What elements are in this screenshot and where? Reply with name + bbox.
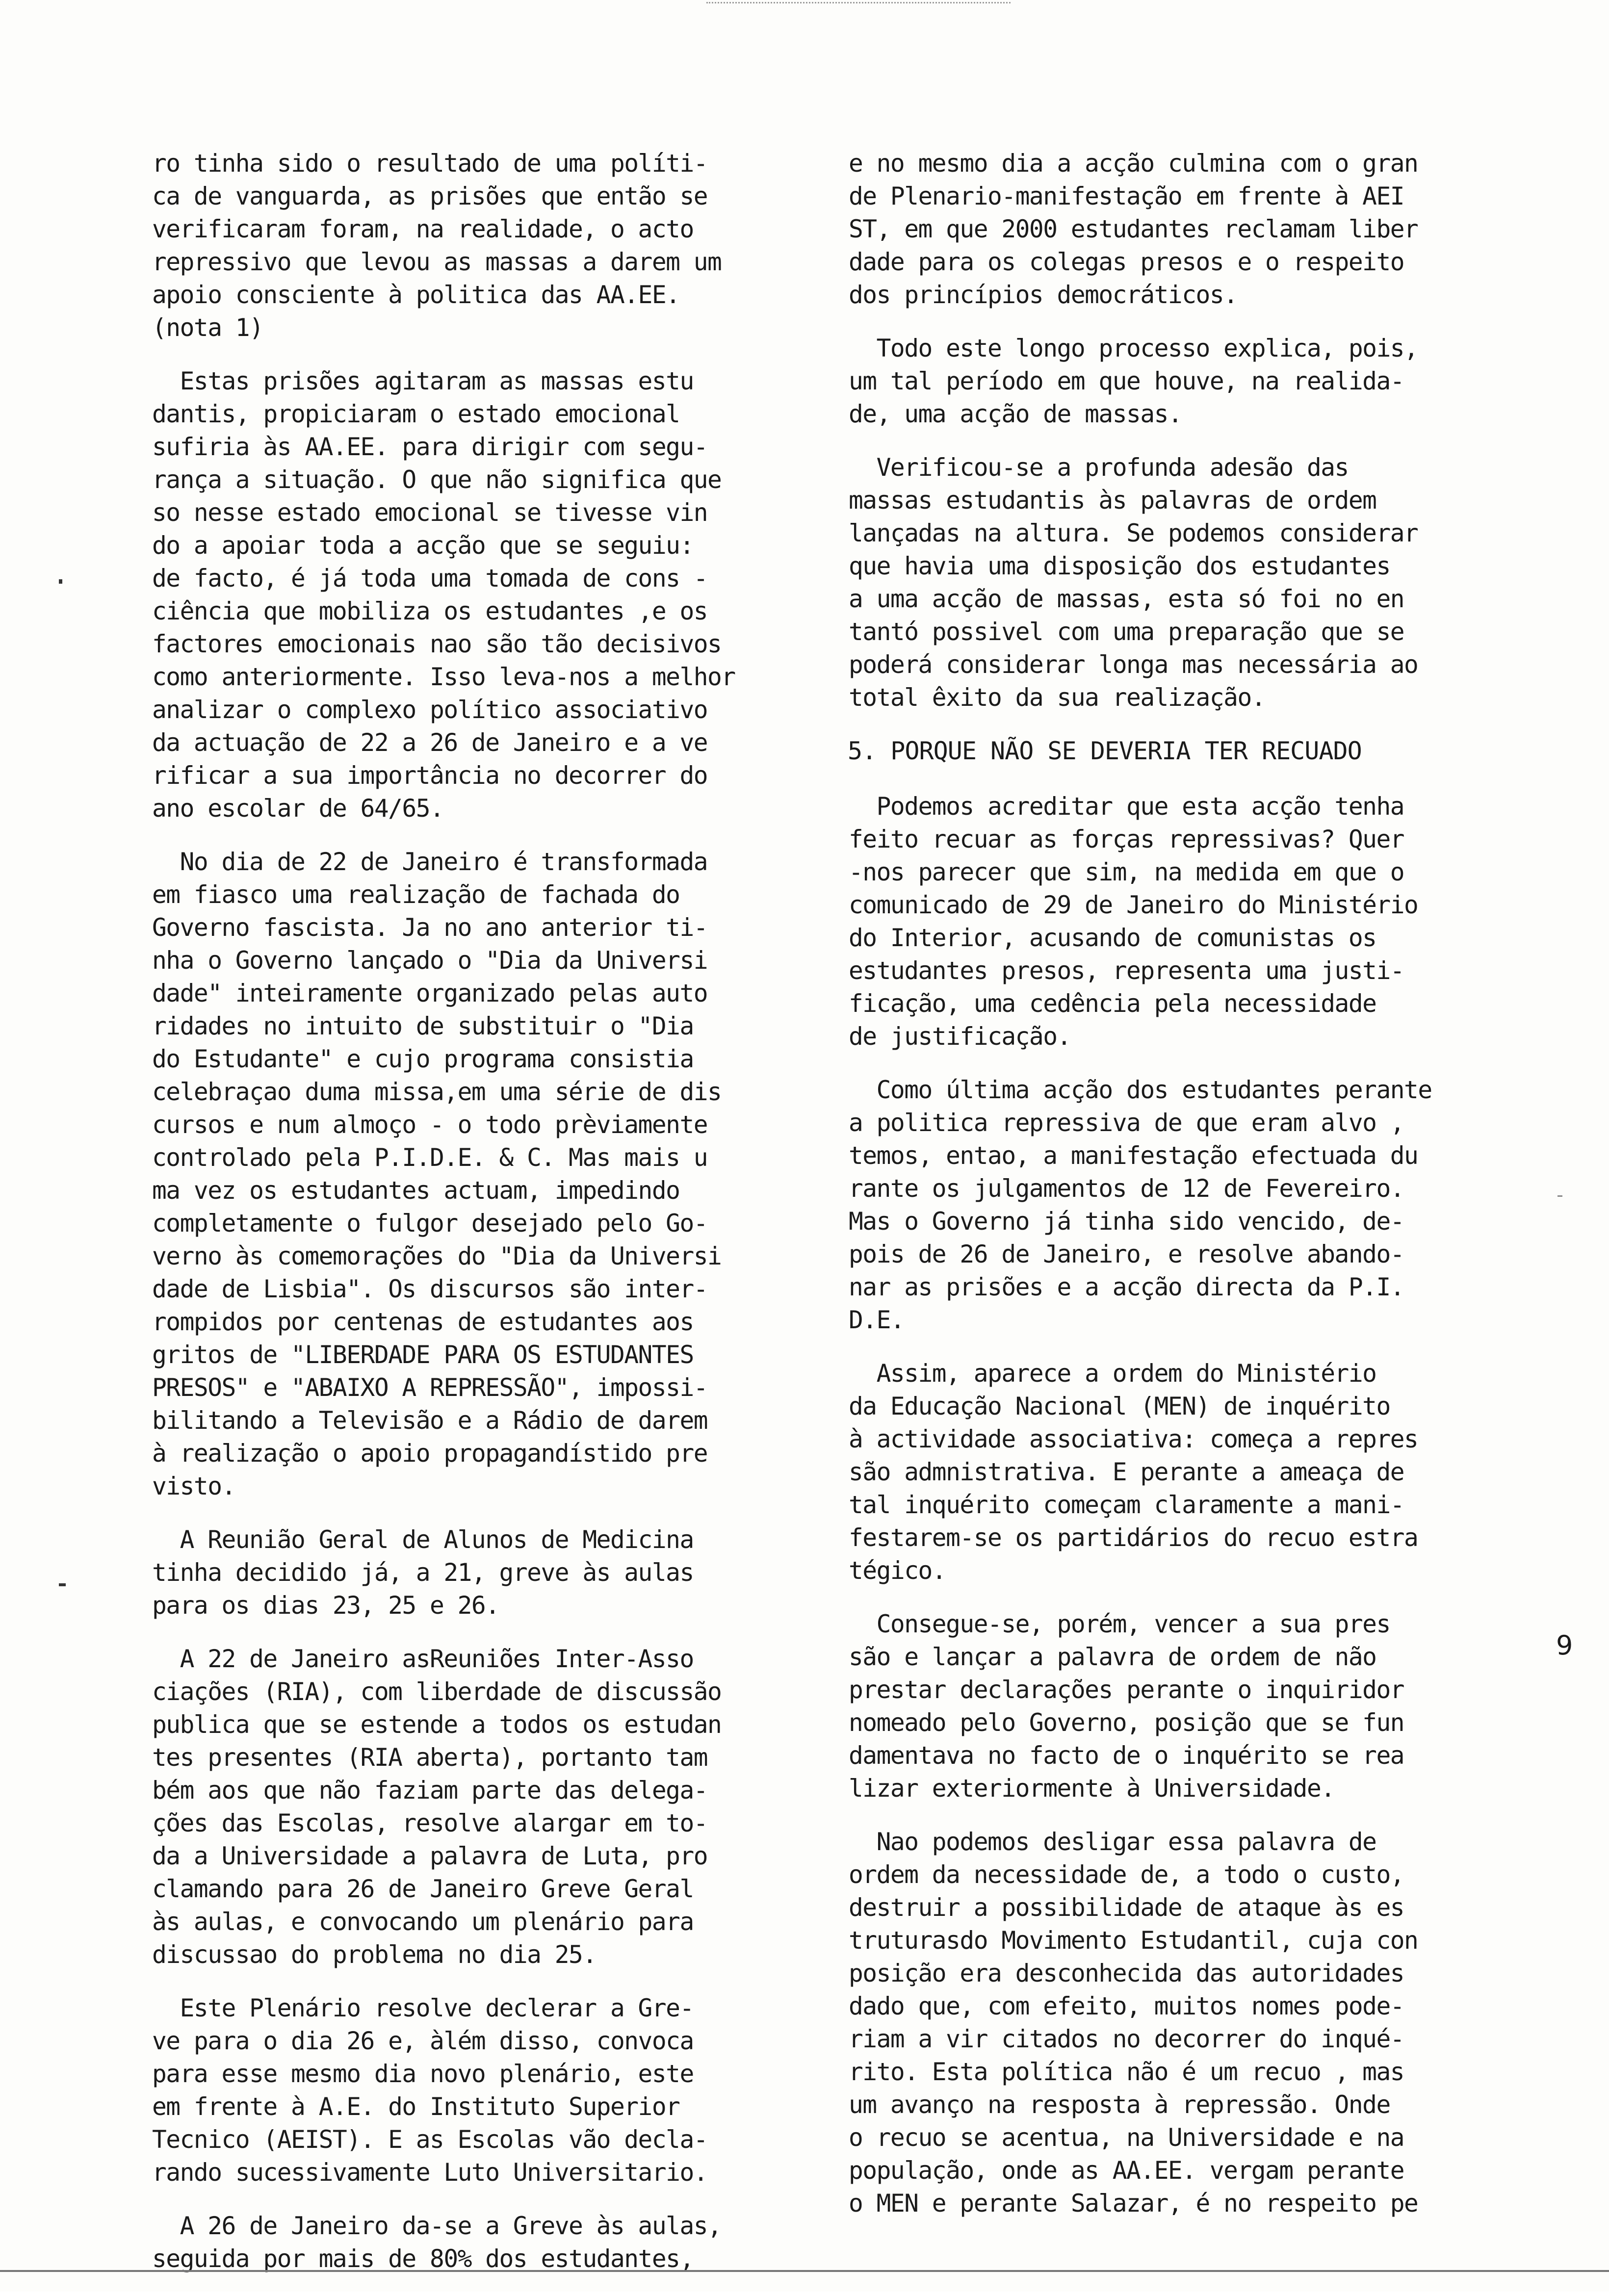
text-line: ridades no intuito de substituir o "Dia: [152, 1012, 694, 1040]
text-line: PRESOS" e "ABAIXO A REPRESSÃO", impossi-: [152, 1373, 708, 1402]
left-column: [152, 147, 790, 2296]
text-line: -nos parecer que sim, na medida em que o: [849, 858, 1404, 886]
text-line: damentava no facto de o inquérito se rea: [849, 1741, 1404, 1770]
text-line: do Interior, acusando de comunistas os: [849, 924, 1376, 952]
text-line: em frente à A.E. do Instituto Superior: [152, 2092, 680, 2121]
paragraph: [152, 147, 790, 344]
text-line: completamente o fulgor desejado pelo Go-: [152, 1209, 708, 1238]
text-line: um tal período em que houve, na realida-: [849, 367, 1404, 395]
margin-mark: [59, 579, 62, 584]
text-line: rito. Esta política não é um recuo , mas: [849, 2058, 1404, 2086]
text-line: são e lançar a palavra de ordem de não: [849, 1643, 1376, 1671]
margin-mark: [59, 1583, 66, 1586]
text-line: são admnistrativa. E perante a ameaça de: [849, 1458, 1404, 1486]
text-line: A Reunião Geral de Alunos de Medicina: [152, 1525, 694, 1554]
text-line: clamando para 26 de Janeiro Greve Geral: [152, 1875, 694, 1903]
text-line: seguida por mais de 80% dos estudantes,: [152, 2244, 694, 2273]
text-line: A 26 de Janeiro da-se a Greve às aulas,: [152, 2212, 722, 2240]
text-line: ficação, uma cedência pela necessidade: [849, 989, 1376, 1018]
text-line: gritos de "LIBERDADE PARA OS ESTUDANTES: [152, 1341, 694, 1369]
text-line: No dia de 22 de Janeiro é transformada: [152, 848, 708, 876]
text-line: controlado pela P.I.D.E. & C. Mas mais u: [152, 1143, 708, 1172]
text-line: dade para os colegas presos e o respeito: [849, 248, 1404, 276]
text-line: visto.: [152, 1472, 235, 1500]
text-line: que havia uma disposição dos estudantes: [849, 552, 1390, 580]
text-line: às aulas, e convocando um plenário para: [152, 1908, 694, 1936]
text-line: discussao do problema no dia 25.: [152, 1940, 597, 1969]
paragraph: [849, 1826, 1535, 2220]
text-line: truturasdo Movimento Estudantil, cuja con: [849, 1926, 1418, 1955]
text-line: do Estudante" e cujo programa consistia: [152, 1045, 694, 1073]
text-line: população, onde as AA.EE. vergam perante: [849, 2156, 1404, 2185]
text-line: lizar exteriormente à Universidade.: [849, 1774, 1335, 1803]
text-line: massas estudantis às palavras de ordem: [849, 486, 1376, 515]
text-line: analizar o complexo político associativo: [152, 696, 708, 724]
paragraph: [849, 1608, 1535, 1805]
text-line: total êxito da sua realização.: [849, 683, 1266, 712]
text-line: ordem da necessidade de, a todo o custo,: [849, 1860, 1404, 1889]
text-line: A 22 de Janeiro asReuniões Inter-Asso: [152, 1645, 694, 1673]
text-line: a uma acção de massas, esta só foi no en: [849, 585, 1404, 613]
text-line: tes presentes (RIA aberta), portanto tam: [152, 1743, 708, 1772]
text-line: de facto, é já toda uma tomada de cons -: [152, 564, 708, 593]
text-line: o recuo se acentua, na Universidade e na: [849, 2123, 1404, 2152]
text-line: ano escolar de 64/65.: [152, 794, 444, 823]
paragraph: [152, 1643, 790, 1971]
text-line: Como última acção dos estudantes perante: [849, 1076, 1432, 1104]
paragraph: [849, 1357, 1535, 1587]
text-line: feito recuar as forças repressivas? Quer: [849, 825, 1404, 853]
text-line: de, uma acção de massas.: [849, 400, 1182, 428]
text-line: como anteriormente. Isso leva-nos a melhor: [152, 663, 735, 691]
margin-mark: [1557, 1195, 1562, 1197]
text-line: tinha decidido já, a 21, greve às aulas: [152, 1558, 694, 1587]
text-line: dade" inteiramente organizado pelas auto: [152, 979, 708, 1007]
text-line: para os dias 23, 25 e 26.: [152, 1591, 499, 1620]
paragraph: [152, 365, 790, 825]
text-line: Governo fascista. Ja no ano anterior ti-: [152, 913, 708, 942]
text-line: do a apoiar toda a acção que se seguiu:: [152, 531, 694, 560]
text-line: Podemos acreditar que esta acção tenha: [849, 792, 1404, 821]
text-line: rificar a sua importância no decorrer do: [152, 761, 708, 790]
text-line: à realização o apoio propagandístido pre: [152, 1439, 708, 1468]
text-line: lançadas na altura. Se podemos considerar: [849, 519, 1418, 547]
right-column-upper: [849, 147, 1535, 714]
text-line: ções das Escolas, resolve alargar em to-: [152, 1809, 708, 1837]
text-line: da a Universidade a palavra de Luta, pro: [152, 1842, 708, 1870]
text-line: ve para o dia 26 e, àlém disso, convoca: [152, 2027, 694, 2055]
text-line: à actividade associativa: começa a repres: [849, 1425, 1418, 1453]
text-line: ST, em que 2000 estudantes reclamam liber: [849, 215, 1418, 243]
paragraph: [849, 332, 1535, 431]
text-line: dantis, propiciaram o estado emocional: [152, 400, 680, 428]
text-line: nar as prisões e a acção directa da P.I.: [849, 1273, 1404, 1301]
text-line: publica que se estende a todos os estudan: [152, 1710, 722, 1739]
text-line: rante os julgamentos de 12 de Fevereiro.: [849, 1174, 1404, 1203]
text-line: destruir a possibilidade de ataque às es: [849, 1893, 1404, 1922]
text-line: da actuação de 22 a 26 de Janeiro e a ve: [152, 728, 708, 757]
text-line: Assim, aparece a ordem do Ministério: [849, 1359, 1376, 1388]
text-line: rança a situação. O que não significa que: [152, 465, 722, 494]
text-line: D.E.: [849, 1306, 905, 1334]
text-line: dado que, com efeito, muitos nomes pode-: [849, 1992, 1404, 2020]
text-line: pois de 26 de Janeiro, e resolve abando-: [849, 1240, 1404, 1268]
text-line: riam a vir citados no decorrer do inqué-: [849, 2025, 1404, 2053]
text-line: repressivo que levou as massas a darem um: [152, 248, 722, 276]
text-line: dade de Lisbia". Os discursos são inter-: [152, 1275, 708, 1303]
text-line: Todo este longo processo explica, pois,: [849, 334, 1418, 362]
text-line: bilitando a Televisão e a Rádio de darem: [152, 1406, 708, 1435]
text-line: celebraçao duma missa,em uma série de dis: [152, 1078, 722, 1106]
text-line: nomeado pelo Governo, posição que se fun: [849, 1708, 1404, 1737]
paragraph: [152, 2210, 790, 2275]
text-line: ma vez os estudantes actuam, impedindo: [152, 1176, 680, 1205]
top-edge-mark: [706, 2, 1011, 3]
text-line: tantó possivel com uma preparação que se: [849, 618, 1404, 646]
text-line: Este Plenário resolve declerar a Gre-: [152, 1994, 694, 2022]
text-line: Verificou-se a profunda adesão das: [849, 453, 1349, 482]
right-column: [849, 147, 1535, 2241]
text-line: prestar declarações perante o inquiridor: [849, 1676, 1404, 1704]
text-line: tal inquérito começam claramente a mani-: [849, 1491, 1404, 1519]
text-line: de justificação.: [849, 1022, 1071, 1051]
text-line: festarem-se os partidários do recuo estra: [849, 1523, 1418, 1552]
text-line: temos, entao, a manifestação efectuada du: [849, 1141, 1418, 1170]
text-line: da Educação Nacional (MEN) de inquérito: [849, 1392, 1390, 1420]
right-column-lower: [849, 790, 1535, 2220]
text-line: ciações (RIA), com liberdade de discussão: [152, 1677, 722, 1706]
text-line: ca de vanguarda, as prisões que então se: [152, 182, 708, 210]
paragraph: [849, 790, 1535, 1053]
text-line: sufiria às AA.EE. para dirigir com segu-: [152, 433, 708, 461]
text-line: Estas prisões agitaram as massas estu: [152, 367, 694, 395]
text-line: nha o Governo lançado o "Dia da Universi: [152, 946, 708, 975]
bottom-edge-rule: [0, 2270, 1609, 2272]
text-line: cursos e num almoço - o todo prèviamente: [152, 1110, 708, 1139]
paragraph: [152, 1992, 790, 2189]
page-number: 9: [1556, 1630, 1573, 1661]
text-line: para esse mesmo dia novo plenário, este: [152, 2060, 694, 2088]
text-line: o MEN e perante Salazar, é no respeito pe: [849, 2189, 1418, 2218]
text-line: tégico.: [849, 1556, 946, 1585]
text-line: bém aos que não faziam parte das delega-: [152, 1776, 708, 1805]
paragraph: [849, 1074, 1535, 1337]
text-line: comunicado de 29 de Janeiro do Ministério: [849, 891, 1418, 919]
text-line: ro tinha sido o resultado de uma políti-: [152, 149, 708, 178]
text-line: Nao podemos desligar essa palavra de: [849, 1828, 1376, 1856]
text-line: de Plenario-manifestação em frente à AEI: [849, 182, 1404, 210]
text-line: em fiasco uma realização de fachada do: [152, 880, 680, 909]
paragraph: [849, 451, 1535, 714]
text-line: so nesse estado emocional se tivesse vin: [152, 498, 708, 527]
paragraph: [152, 1523, 790, 1622]
text-line: Consegue-se, porém, vencer a sua pres: [849, 1610, 1390, 1638]
text-line: Mas o Governo já tinha sido vencido, de-: [849, 1207, 1404, 1236]
text-line: Tecnico (AEIST). E as Escolas vão decla-: [152, 2125, 708, 2154]
text-line: dos princípios democráticos.: [849, 281, 1238, 309]
text-line: estudantes presos, representa uma justi-: [849, 956, 1404, 985]
text-line: poderá considerar longa mas necessária ao: [849, 650, 1418, 679]
text-line: rando sucessivamente Luto Universitario.: [152, 2158, 708, 2187]
text-line: factores emocionais nao são tão decisivos: [152, 630, 722, 658]
paragraph: [849, 147, 1535, 311]
text-line: (nota 1): [152, 313, 263, 342]
text-line: um avanço na resposta à repressão. Onde: [849, 2090, 1390, 2119]
text-line: ciência que mobiliza os estudantes ,e os: [152, 597, 708, 625]
text-line: apoio consciente à politica das AA.EE.: [152, 281, 680, 309]
paragraph: [152, 846, 790, 1503]
text-line: e no mesmo dia a acção culmina com o gran: [849, 149, 1418, 178]
section-heading: 5. PORQUE NÃO SE DEVERIA TER RECUADO: [848, 737, 1362, 765]
text-line: verificaram foram, na realidade, o acto: [152, 215, 694, 243]
text-line: posição era desconhecida das autoridades: [849, 1959, 1404, 1987]
text-line: a politica repressiva de que eram alvo ,: [849, 1109, 1404, 1137]
text-line: rompidos por centenas de estudantes aos: [152, 1308, 694, 1336]
text-line: verno às comemorações do "Dia da Universi: [152, 1242, 722, 1270]
